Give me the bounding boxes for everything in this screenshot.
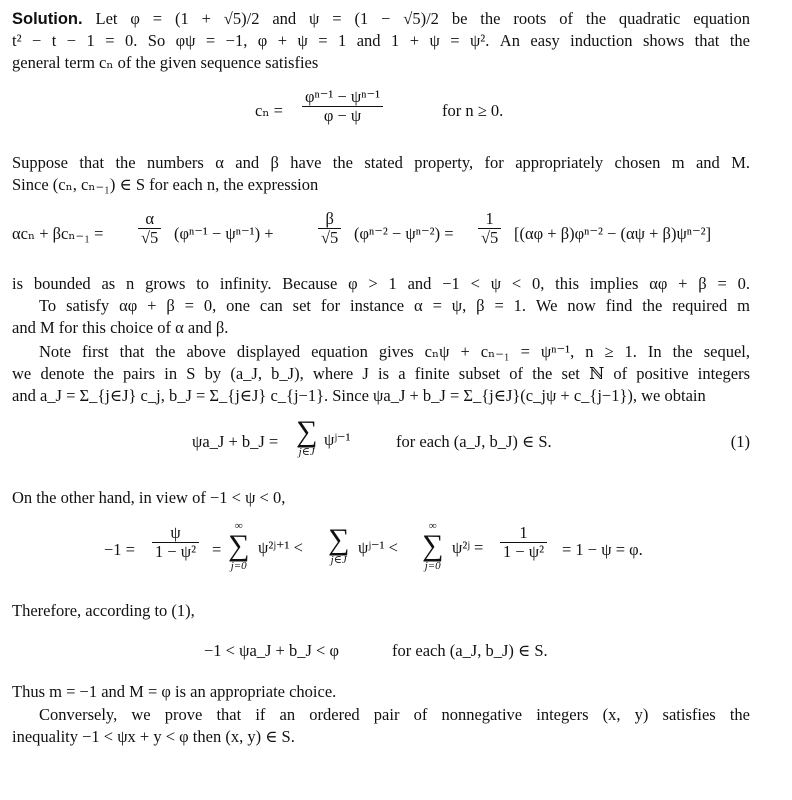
- eq-cn-denominator: φ − ψ: [302, 106, 383, 125]
- eq3-frac1-den: 1 − ψ²: [152, 542, 199, 561]
- eq3-sum-2: [328, 523, 350, 566]
- eq3-sum3-lower: j=0: [424, 560, 441, 572]
- p4-line-2: and M for this choice of α and β.: [12, 318, 229, 337]
- eq4-condition: for each (a_J, b_J) ∈ S.: [392, 641, 548, 660]
- intro-line-2: t² − t − 1 = 0. So φψ = −1, φ + ψ = 1 and 1 + ψ = ψ². An easy induction shows that the: [12, 31, 750, 50]
- eq1-sum: [296, 415, 318, 458]
- eq2-frac3-num: 1: [485, 209, 494, 228]
- p2-line-1: Suppose that the numbers α and β have the stated property, for appropriately chosen m and M.: [12, 153, 750, 172]
- eq2-term-2: (φⁿ⁻² − ψⁿ⁻²) =: [354, 224, 454, 243]
- eq2-frac1-den: √5: [138, 228, 161, 247]
- equation-cn: [12, 88, 750, 138]
- eq1-condition: for each (a_J, b_J) ∈ S.: [396, 432, 552, 451]
- eq4-lhs: −1 < ψa_J + b_J < φ: [204, 641, 339, 660]
- p5-line-1: Note first that the above displayed equation gives cₙψ + cₙ₋₁ = ψⁿ⁻¹, n ≥ 1. In the sequel,: [39, 342, 750, 361]
- eq2-lhs: αcₙ + βcₙ₋₁ =: [12, 224, 104, 243]
- equation-1: [12, 415, 750, 470]
- eq1-sum-lower: j∈J: [298, 446, 315, 458]
- eq3-tail: = 1 − ψ = φ.: [562, 540, 643, 559]
- intro-line-3: general term cₙ of the given sequence satisfies: [12, 53, 319, 72]
- equation-bounds: [12, 641, 750, 663]
- p5-line-2: we denote the pairs in S by (a_J, b_J), where J is a finite subset of the set ℕ of positive integers: [12, 364, 750, 383]
- equation-chain: [12, 520, 750, 584]
- sum-symbol: ∑: [296, 415, 318, 448]
- p9-line-2: inequality −1 < ψx + y < φ then (x, y) ∈ S.: [12, 727, 295, 746]
- eq3-sum-3: [422, 520, 443, 572]
- eq3-sum3-body: ψ²ʲ =: [452, 538, 484, 557]
- eq2-fraction-2: [318, 210, 341, 247]
- eq1-sum-body: ψʲ⁻¹: [324, 430, 351, 449]
- eq3-sum1-upper: ∞: [234, 520, 243, 532]
- eq2-term-3: [(αφ + β)φⁿ⁻² − (αψ + β)ψⁿ⁻²]: [514, 224, 712, 243]
- eq3-fraction-1: [152, 524, 199, 561]
- eq-cn-lhs: cₙ =: [255, 101, 283, 120]
- eq2-frac3-den: √5: [478, 228, 501, 247]
- sum-symbol: ∑: [228, 529, 250, 562]
- eq2-term-1: (φⁿ⁻¹ − ψⁿ⁻¹) +: [174, 224, 274, 243]
- eq-cn-numerator: φⁿ⁻¹ − ψⁿ⁻¹: [305, 87, 381, 106]
- eq-cn-condition: for n ≥ 0.: [442, 101, 504, 120]
- eq3-sum3-upper: ∞: [428, 520, 437, 532]
- eq3-sum1-body: ψ²ʲ⁺¹ <: [258, 538, 303, 557]
- eq3-sum1-lower: j=0: [230, 560, 247, 572]
- p6-line-1: On the other hand, in view of −1 < ψ < 0,: [12, 488, 286, 507]
- p7-line-1: Therefore, according to (1),: [12, 601, 195, 620]
- eq2-fraction-3: [478, 210, 501, 247]
- sum-symbol: ∑: [422, 529, 444, 562]
- sum-symbol: ∑: [328, 523, 350, 556]
- p3-line-1: is bounded as n grows to infinity. Because φ > 1 and −1 < ψ < 0, this implies αφ + β = 0.: [12, 274, 750, 293]
- p9-line-1: Conversely, we prove that if an ordered pair of nonnegative integers (x, y) satisfies the: [39, 705, 750, 724]
- p8-line-1: Thus m = −1 and M = φ is an appropriate choice.: [12, 682, 337, 701]
- eq1-lhs: ψa_J + b_J =: [192, 432, 279, 451]
- p4-line-1: To satisfy αφ + β = 0, one can set for instance α = ψ, β = 1. We now find the required m: [39, 296, 750, 315]
- equation-expression: [12, 210, 750, 260]
- equation-tag-1: (1): [730, 432, 750, 451]
- solution-heading: Solution.: [12, 10, 83, 28]
- p5-line-3: and a_J = Σ_{j∈J} c_j, b_J = Σ_{j∈J} c_{j−1}. Since ψa_J + b_J = Σ_{j∈J}(c_jψ + c_{j−1}), we obtain: [12, 386, 706, 405]
- eq2-fraction-1: [138, 210, 161, 247]
- eq3-sum-1: [228, 520, 249, 572]
- eq3-lhs: −1 =: [104, 540, 135, 559]
- eq3-frac2-den: 1 − ψ²: [500, 542, 547, 561]
- eq3-frac1-num: ψ: [170, 523, 181, 542]
- eq3-fraction-2: [500, 524, 547, 561]
- intro-text-1: Let φ = (1 + √5)/2 and ψ = (1 − √5)/2 be the roots of the quadratic equation: [95, 9, 751, 28]
- eq3-equals: =: [212, 540, 222, 559]
- eq3-frac2-num: 1: [519, 523, 528, 542]
- eq-cn-fraction: [302, 88, 383, 125]
- eq2-frac2-num: β: [325, 209, 334, 228]
- eq2-frac1-num: α: [145, 209, 154, 228]
- p2-line-2: Since (cₙ, cₙ₋₁) ∈ S for each n, the expression: [12, 175, 319, 194]
- eq3-sum2-body: ψʲ⁻¹ <: [358, 538, 398, 557]
- eq2-frac2-den: √5: [318, 228, 341, 247]
- intro-line-1: [12, 9, 750, 29]
- eq3-sum2-lower: j∈J: [330, 554, 347, 566]
